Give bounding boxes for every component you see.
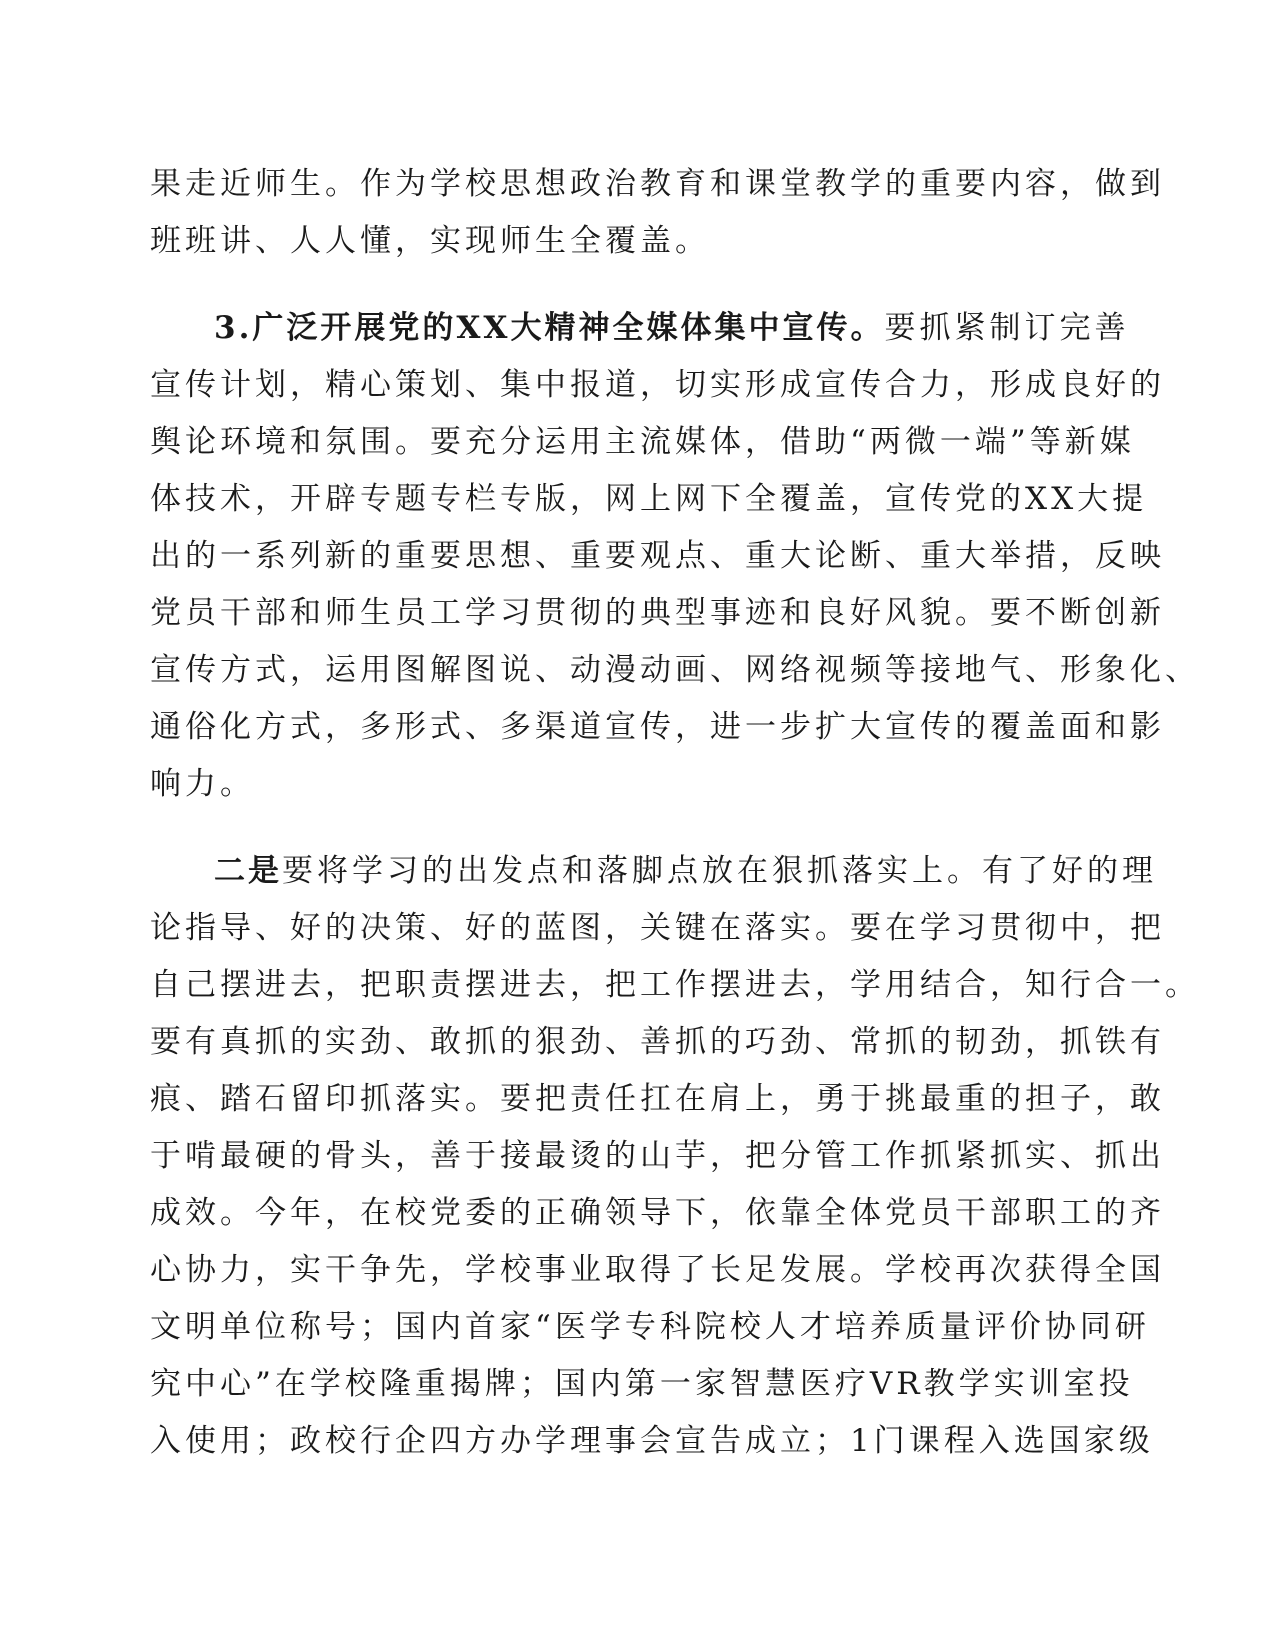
text-line: 响力。	[150, 766, 255, 802]
text-line: 果走近师生。作为学校思想政治教育和课堂教学的重要内容，做到	[150, 166, 1165, 202]
paragraph-spacer	[150, 270, 1130, 300]
paragraph-3	[150, 843, 1200, 1470]
text-line: 究中心”在学校隆重揭牌；国内第一家智慧医疗VR教学实训室投	[150, 1366, 1134, 1402]
text-line: 入使用；政校行企四方办学理事会宣告成立；1门课程入选国家级	[150, 1423, 1154, 1459]
text-line: 文明单位称号；国内首家“医学专科院校人才培养质量评价协同研	[150, 1309, 1150, 1345]
text-line: 要有真抓的实劲、敢抓的狠劲、善抓的巧劲、常抓的韧劲，抓铁有	[150, 1024, 1165, 1060]
text-line: 宣传方式，运用图解图说、动漫动画、网络视频等接地气、形象化、	[150, 652, 1200, 688]
paragraph-spacer	[150, 813, 1130, 843]
paragraph-2	[150, 300, 1200, 813]
text-line: 痕、踏石留印抓落实。要把责任扛在肩上，勇于挑最重的担子，敢	[150, 1081, 1165, 1117]
text-line: 体技术，开辟专题专栏专版，网上网下全覆盖，宣传党的XX大提	[150, 481, 1148, 517]
text-line: 通俗化方式，多形式、多渠道宣传，进一步扩大宣传的覆盖面和影	[150, 709, 1165, 745]
text-line: 成效。今年，在校党委的正确领导下，依靠全体党员干部职工的齐	[150, 1195, 1165, 1231]
text-run: 要将学习的出发点和落脚点放在狠抓落实上。有了好的理	[282, 853, 1157, 889]
document-page	[150, 156, 1200, 1470]
text-line: 班班讲、人人懂，实现师生全覆盖。	[150, 223, 710, 259]
text-line: 心协力，实干争先，学校事业取得了长足发展。学校再次获得全国	[150, 1252, 1165, 1288]
text-line: 于啃最硬的骨头，善于接最烫的山芋，把分管工作抓紧抓实、抓出	[150, 1138, 1165, 1174]
text-line: 党员干部和师生员工学习贯彻的典型事迹和良好风貌。要不断创新	[150, 595, 1165, 631]
text-line	[150, 843, 1157, 900]
text-line: 自己摆进去，把职责摆进去，把工作摆进去，学用结合，知行合一。	[150, 967, 1200, 1003]
section-heading: 3.广泛开展党的XX大精神全媒体集中宣传。	[214, 310, 885, 346]
text-line: 宣传计划，精心策划、集中报道，切实形成宣传合力，形成良好的	[150, 367, 1165, 403]
section-heading: 二是	[214, 853, 282, 889]
text-line: 论指导、好的决策、好的蓝图，关键在落实。要在学习贯彻中，把	[150, 910, 1165, 946]
paragraph-1	[150, 156, 1165, 270]
text-line: 舆论环境和氛围。要充分运用主流媒体，借助“两微一端”等新媒	[150, 424, 1135, 460]
text-line	[150, 300, 1130, 357]
text-line: 出的一系列新的重要思想、重要观点、重大论断、重大举措，反映	[150, 538, 1165, 574]
text-run: 要抓紧制订完善	[884, 310, 1130, 346]
